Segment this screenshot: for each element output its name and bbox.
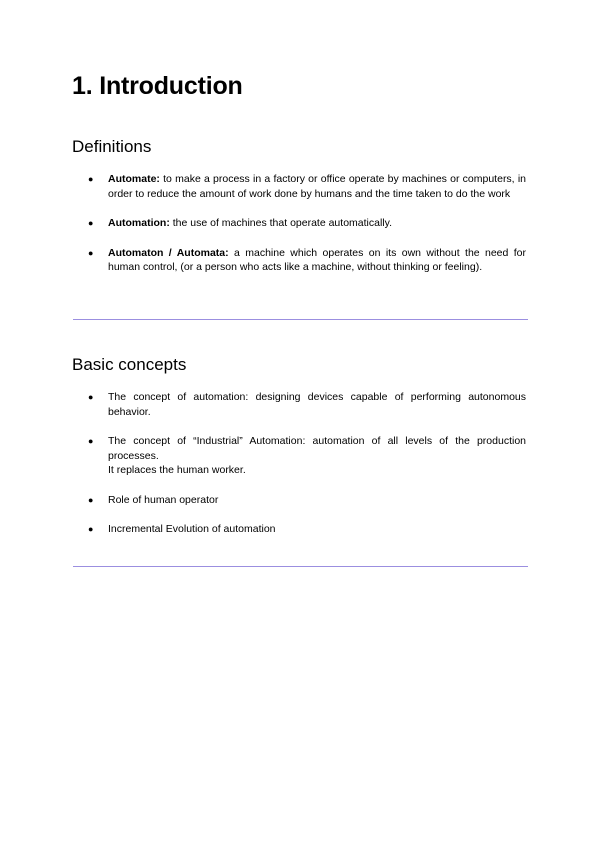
list-item	[88, 522, 526, 537]
list-item	[88, 172, 526, 201]
concept-extra-text: It replaces the human worker.	[108, 464, 246, 476]
bullet-icon: ●	[88, 392, 94, 402]
bullet-icon: ●	[88, 247, 94, 258]
bullet-icon: ●	[88, 218, 94, 228]
definition-term: Automaton / Automata:	[108, 246, 229, 259]
section-heading-definitions: Definitions	[72, 137, 152, 156]
bullet-icon: ●	[88, 436, 94, 446]
page-title: 1. Introduction	[72, 72, 243, 100]
concept-text: The concept of “Industrial” Automation: automation of all levels of the production processes.	[108, 435, 526, 462]
bullet-icon: ●	[88, 524, 94, 534]
definition-term: Automate:	[108, 173, 160, 185]
concept-text: Role of human operator	[108, 493, 219, 506]
basic-concepts-list	[88, 390, 526, 552]
list-item	[88, 493, 526, 508]
concept-text: The concept of automation: designing devices capable of performing autonomous behavior.	[108, 391, 526, 418]
definition-text: a machine which operates on its own without the need for human control, (or a person who acts like a machine, without thinking or feeling).	[108, 246, 526, 273]
definitions-list	[88, 172, 526, 290]
concept-text: Incremental Evolution of automation	[108, 523, 276, 535]
list-item	[88, 434, 526, 478]
bullet-icon: ●	[88, 174, 94, 184]
bullet-icon: ●	[88, 494, 94, 505]
list-item	[88, 216, 526, 231]
definition-text: the use of machines that operate automatically.	[169, 217, 393, 229]
section-divider	[73, 566, 528, 567]
section-divider	[73, 319, 528, 320]
definition-term: Automation:	[108, 217, 170, 229]
list-item	[88, 390, 526, 419]
section-heading-basic-concepts: Basic concepts	[72, 355, 187, 374]
definition-text: to make a process in a factory or office operate by machines or computers, in order to reduce the amount of work done by humans and the time taken to do the work	[108, 173, 526, 200]
list-item	[88, 246, 526, 275]
